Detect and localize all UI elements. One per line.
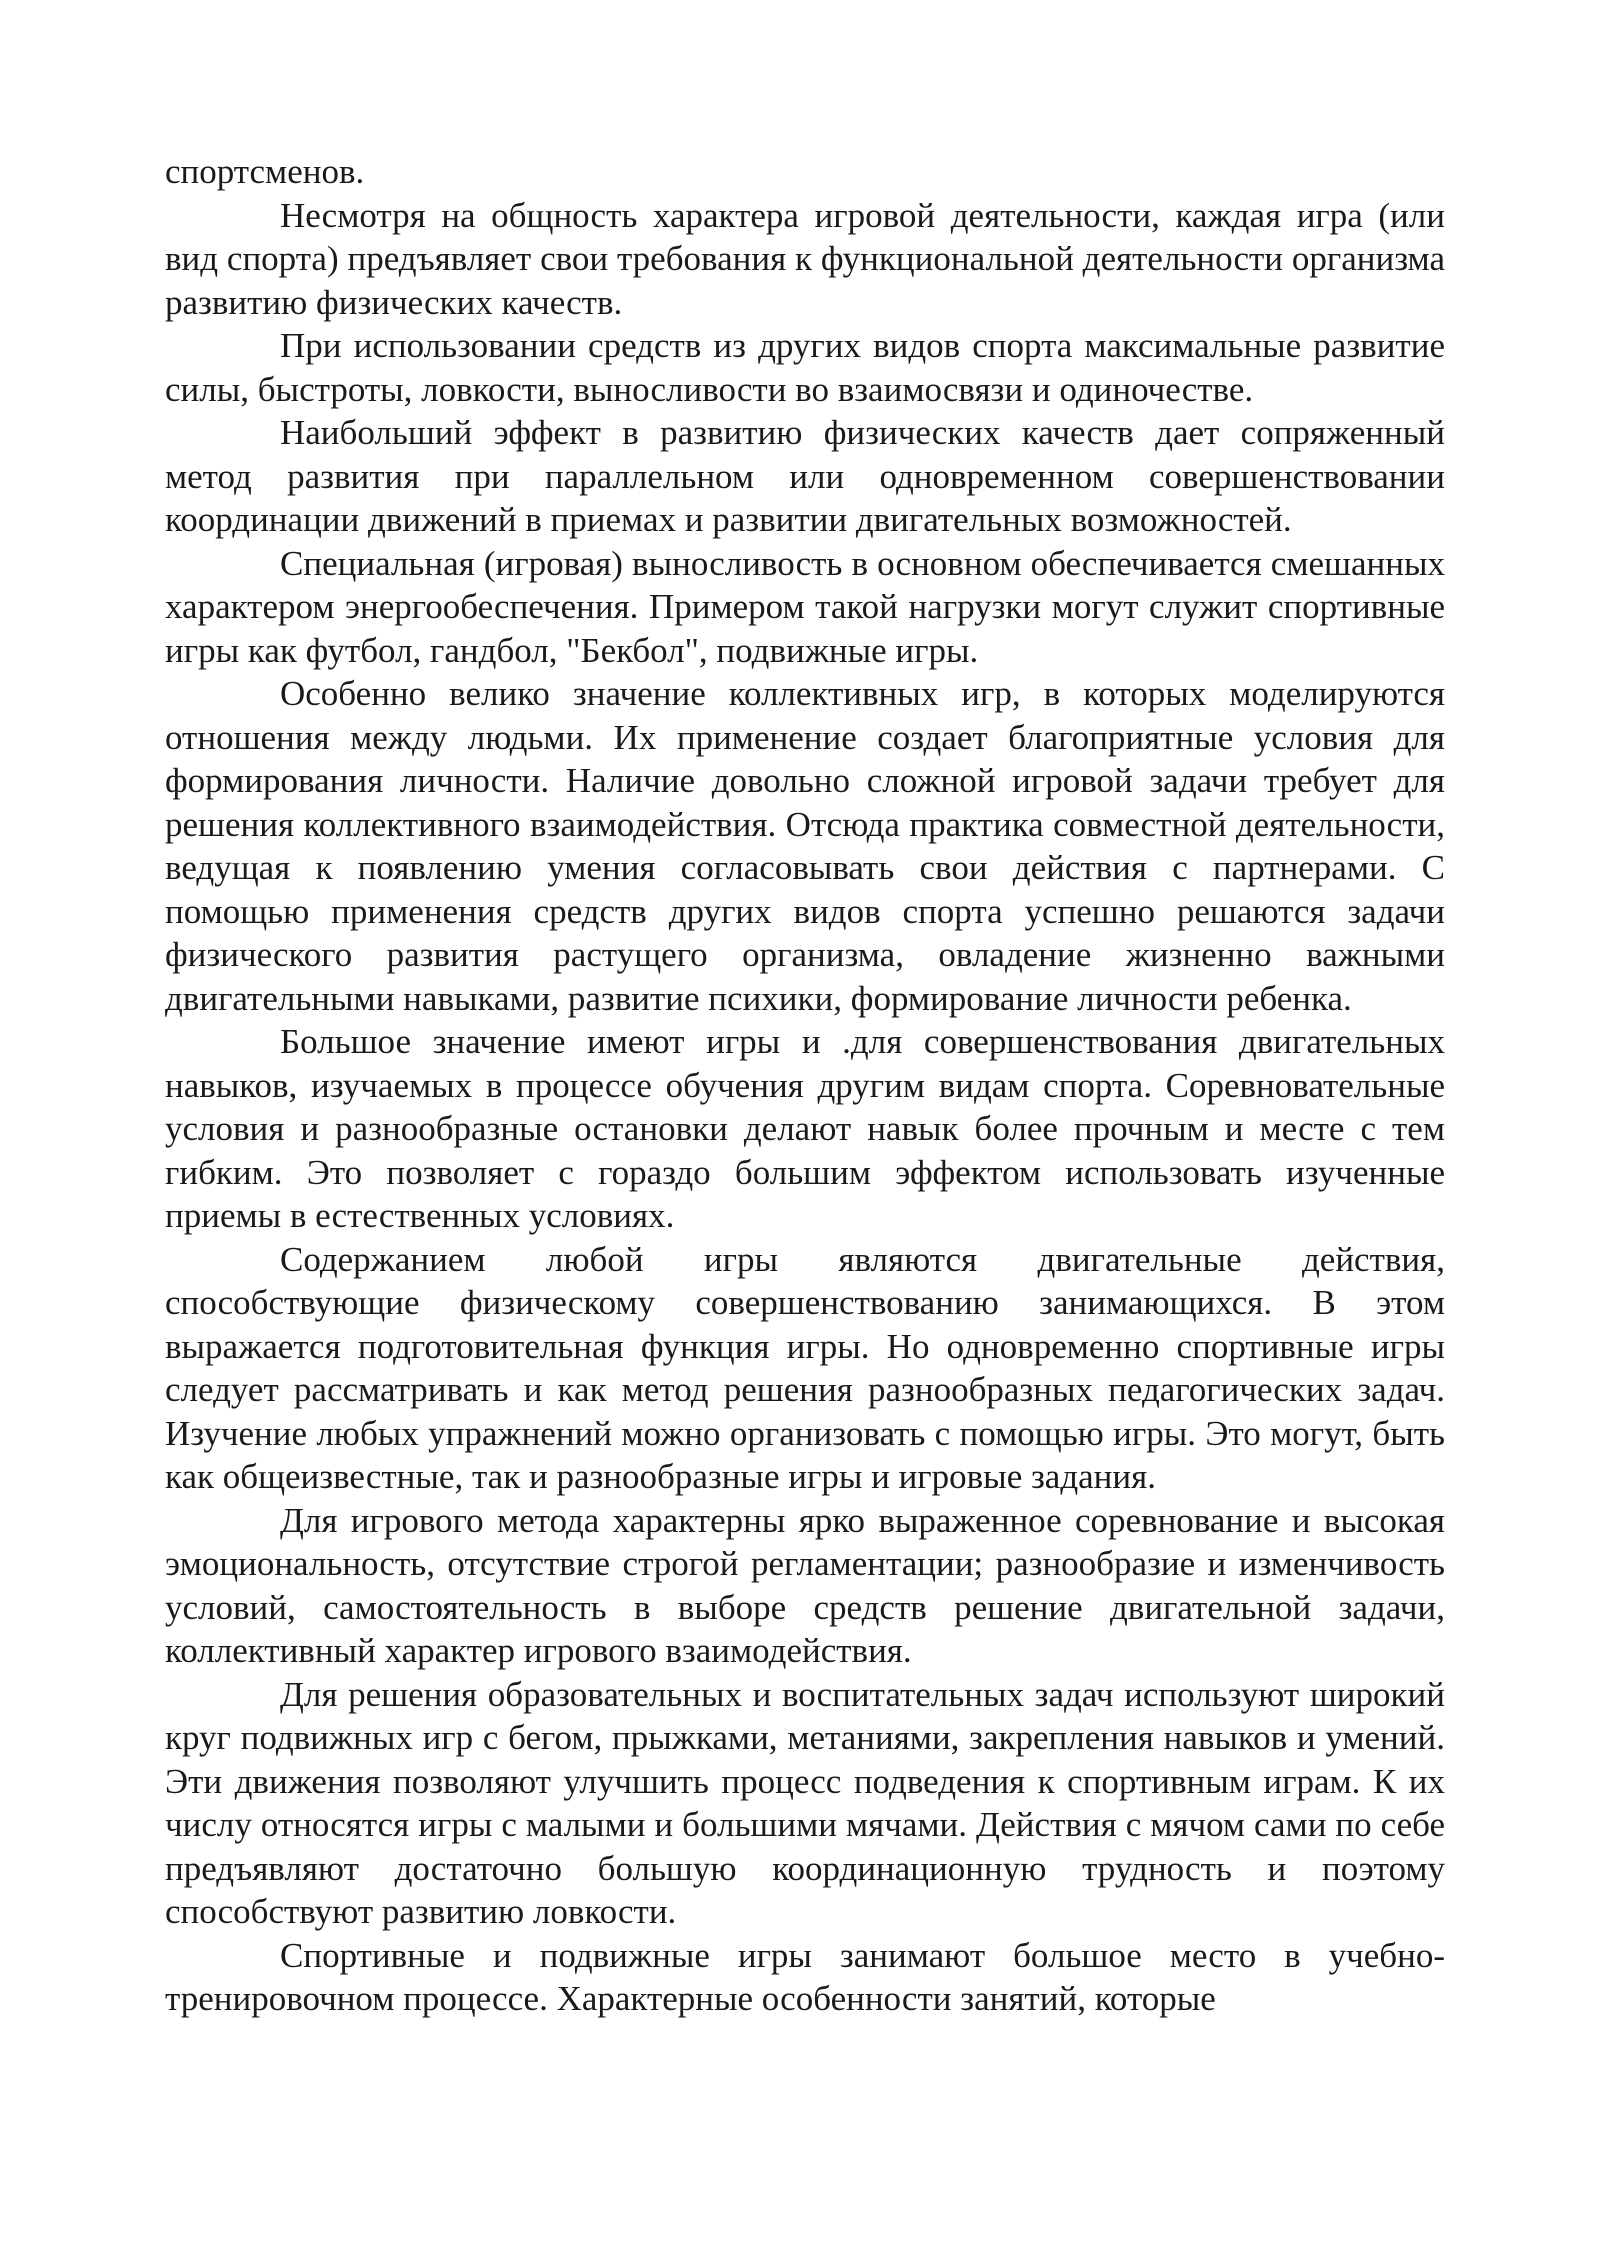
paragraph-1: спортсменов. <box>165 152 365 191</box>
paragraph-9: Для игрового метода характерны ярко выраженное соревнование и высокая эмоциональность, отсутствие строгой регламентации; разнообразие и изменчивость условий, самостоятельность в выборе средств решение двигательной задачи, коллективный характер игрового взаимодействия. <box>165 1500 1445 1670</box>
paragraph-6: Особенно велико значение коллективных игр, в которых моделируются отношения между людьми. Их применение создает благоприятные условия для формирования личности. Наличие довольно сложной игровой задачи требует для решения коллективного взаимодействия. Отсюда практика совместной деятельности, ведущая к появлению умения согласовывать свои действия с партнерами. С помощью применения средств других видов спорта успешно решаются задачи физического развития растущего организма, овладение жизненно важными двигательными навыками, развитие психики, формирование личности ребенка. <box>165 674 1445 1018</box>
document-page <box>165 150 1445 2021</box>
paragraph-7: Большое значение имеют игры и .для совершенствования двигательных навыков, изучаемых в процессе обучения другим видам спорта. Соревновательные условия и разнообразные остановки делают навык более прочным и месте с тем гибким. Это позволяет с гораздо большим эффектом использовать изученные приемы в естественных условиях. <box>165 1022 1445 1235</box>
paragraph-11: Спортивные и подвижные игры занимают большое место в учебно-тренировочном процессе. Характерные особенности занятий, которые <box>165 1935 1445 2018</box>
paragraph-3: При использовании средств из других видов спорта максимальные развитие силы, быстроты, ловкости, выносливости во взаимосвязи и одиночестве. <box>165 326 1445 409</box>
paragraph-5: Специальная (игровая) выносливость в основном обеспечивается смешанных характером энергообеспечения. Примером такой нагрузки могут служит спортивные игры как футбол, гандбол, "Бекбол", подвижные игры. <box>165 543 1445 670</box>
paragraph-8: Содержанием любой игры являются двигательные действия, способствующие физическому совершенствованию занимающихся. В этом выражается подготовительная функция игры. Но одновременно спортивные игры следует рассматривать и как метод решения разнообразных педагогических задач. Изучение любых упражнений можно организовать с помощью игры. Это могут, быть как общеизвестные, так и разнообразные игры и игровые задания. <box>165 1239 1445 1496</box>
paragraph-10: Для решения образовательных и воспитательных задач используют широкий круг подвижных игр с бегом, прыжками, метаниями, закрепления навыков и умений. Эти движения позволяют улучшить процесс подведения к спортивным играм. К их числу относятся игры с малыми и большими мячами. Действия с мячом сами по себе предъявляют достаточно большую координационную трудность и поэтому способствуют развитию ловкости. <box>165 1674 1445 1931</box>
paragraph-2: Несмотря на общность характера игровой деятельности, каждая игра (или вид спорта) предъявляет свои требования к функциональной деятельности организма развитию физических качеств. <box>165 195 1445 322</box>
paragraph-4: Наибольший эффект в развитию физических качеств дает сопряженный метод развития при параллельном или одновременном совершенствовании координации движений в приемах и развитии двигательных возможностей. <box>165 413 1445 539</box>
